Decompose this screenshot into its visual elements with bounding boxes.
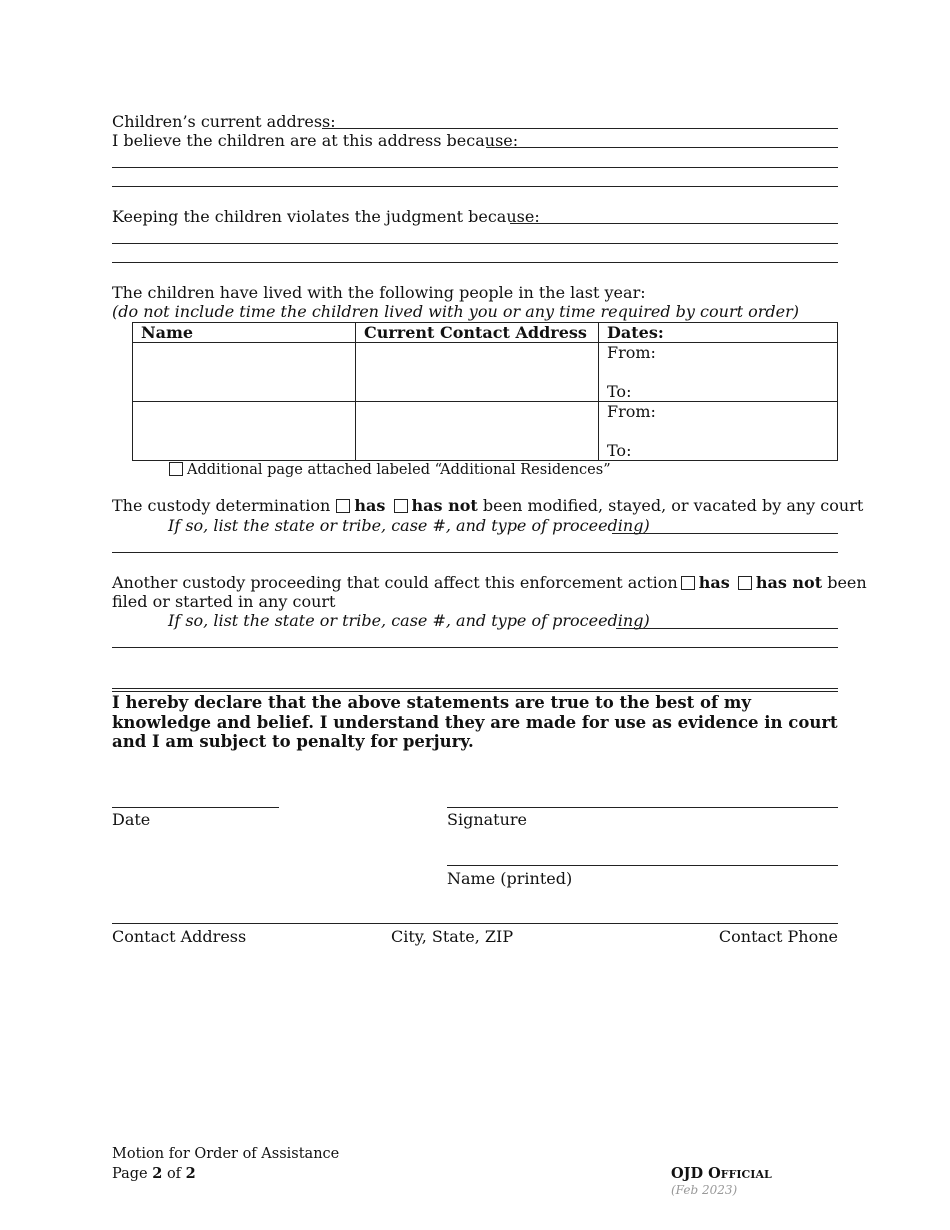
declaration-rule-bottom [112,691,838,692]
additional-page-checkbox[interactable] [169,462,183,476]
table-row [133,402,838,461]
ojd-label: OJD [671,1165,704,1182]
another-proceeding-field[interactable] [616,628,838,629]
address-cell[interactable] [356,402,599,461]
another-proceeding-line-2: filed or started in any court [112,592,336,611]
custody-determination-has-not-checkbox[interactable] [394,499,408,513]
has-label: has [698,573,730,592]
table-row [133,343,838,402]
custody-determination-has-checkbox[interactable] [336,499,350,513]
page-of: of [166,1166,182,1182]
believe-address-label: I believe the children are at this address because: [112,131,519,150]
has-not-label: has not [755,573,823,592]
date-field[interactable] [112,807,279,808]
another-proceeding-has-not-checkbox[interactable] [738,576,752,590]
violation-field[interactable] [510,223,838,224]
column-header-name: Name [133,323,356,343]
dates-cell[interactable] [599,343,838,402]
dates-cell[interactable] [599,402,838,461]
children-current-address-label: Children’s current address: [112,112,336,131]
another-proceeding-instruction: If so, list the state or tribe, case #, and type of proceeding) [168,611,650,630]
name-printed-field[interactable] [447,865,838,866]
contact-phone-label: Contact Phone [718,927,838,946]
footer-revision-date: (Feb 2023) [671,1183,738,1197]
date-label: Date [112,810,151,829]
page-current: 2 [152,1165,163,1182]
table-header-row [133,323,838,343]
custody-determination-prefix: The custody determination [112,496,331,515]
address-cell[interactable] [356,343,599,402]
lived-with-intro: The children have lived with the following people in the last year: [112,283,646,302]
additional-page-label: Additional page attached labeled “Additional Residences” [187,462,611,478]
from-label: From: [607,343,656,362]
custody-determination-field[interactable] [612,533,838,534]
declaration-rule-top [112,688,838,689]
from-label: From: [607,402,656,421]
page-prefix: Page [112,1166,148,1182]
contact-address-label: Contact Address [112,927,247,946]
lived-with-note: (do not include time the children lived with you or any time required by court order) [112,302,799,321]
believe-address-field[interactable] [486,147,838,148]
another-proceeding-suffix: been [827,573,867,592]
violation-field-line-3[interactable] [112,262,838,263]
signature-field[interactable] [447,807,838,808]
custody-determination-instruction: If so, list the state or tribe, case #, and type of proceeding) [168,516,650,535]
has-label: has [354,496,386,515]
name-cell[interactable] [133,402,356,461]
contact-info-field[interactable] [112,923,838,924]
believe-address-field-line-3[interactable] [112,186,838,187]
has-not-label: has not [411,496,478,515]
footer-form-title: Motion for Order of Assistance [112,1146,340,1162]
to-label: To: [607,441,632,460]
page-total: 2 [185,1165,196,1182]
name-printed-label: Name (printed) [447,869,573,888]
custody-determination-suffix: been modified, stayed, or vacated by any court [482,496,864,515]
violation-field-line-2[interactable] [112,243,838,244]
declaration-text: I hereby declare that the above statements are true to the best of my knowledge and belief. I understand they are made for use as evidence in court and I am subject to penalty for perjury. [112,693,838,751]
footer-page-number [112,1164,196,1184]
another-proceeding-field-line-2[interactable] [112,647,838,648]
to-label: To: [607,382,632,401]
violation-label: Keeping the children violates the judgment because: [112,207,540,226]
column-header-dates: Dates: [599,323,838,343]
custody-determination-field-line-2[interactable] [112,552,838,553]
custody-determination-statement [112,496,863,515]
city-state-zip-label: City, State, ZIP [391,927,514,946]
official-initial: O [708,1165,721,1182]
children-current-address-field[interactable] [322,128,838,129]
residences-table [132,322,838,461]
another-proceeding-has-checkbox[interactable] [681,576,695,590]
official-rest: FFICIAL [720,1168,772,1181]
name-cell[interactable] [133,343,356,402]
another-proceeding-prefix: Another custody proceeding that could affect this enforcement action [112,573,678,592]
another-proceeding-statement [112,573,867,592]
signature-label: Signature [447,810,528,829]
column-header-address: Current Contact Address [356,323,599,343]
believe-address-field-line-2[interactable] [112,167,838,168]
